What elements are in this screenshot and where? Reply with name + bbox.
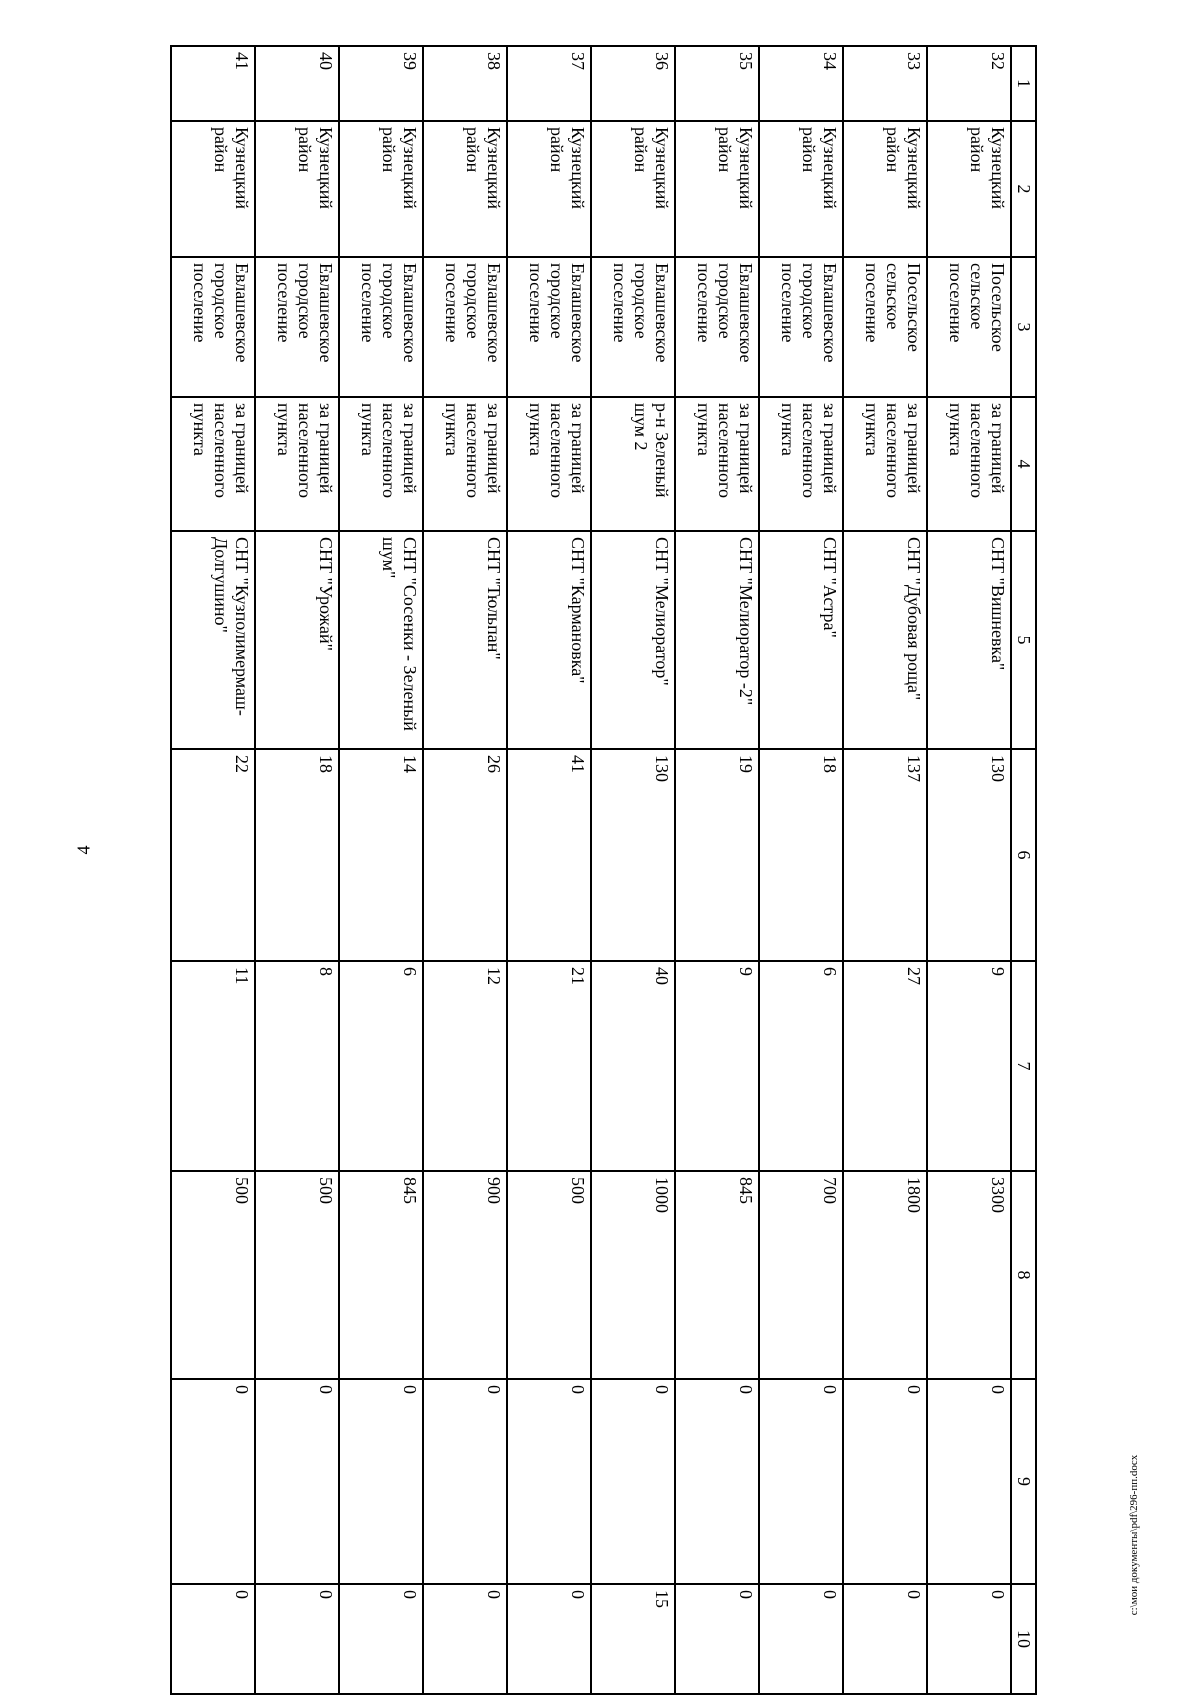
value-cell-7: 11: [171, 961, 255, 1171]
row-number-cell: 36: [591, 46, 675, 121]
value-cell-8: 845: [675, 1171, 759, 1379]
value-cell-8: 500: [255, 1171, 339, 1379]
value-cell-10: 0: [339, 1584, 423, 1694]
value-cell-10: 0: [843, 1584, 927, 1694]
value-cell-9: 0: [591, 1379, 675, 1584]
settlement-cell: Евлашевское городское поселение: [423, 257, 507, 397]
column-header: 1: [1011, 46, 1036, 121]
rotated-page-content: [170, 45, 1037, 1693]
table-row: [171, 46, 255, 1694]
location-cell: за границей населенного пункта: [255, 397, 339, 531]
district-cell: Кузнецкий район: [843, 121, 927, 257]
row-number-cell: 38: [423, 46, 507, 121]
district-cell: Кузнецкий район: [591, 121, 675, 257]
value-cell-8: 500: [171, 1171, 255, 1379]
value-cell-9: 0: [927, 1379, 1011, 1584]
settlement-cell: Посельское сельское поселение: [843, 257, 927, 397]
value-cell-9: 0: [423, 1379, 507, 1584]
value-cell-7: 40: [591, 961, 675, 1171]
settlement-cell: Евлашевское городское поселение: [339, 257, 423, 397]
value-cell-9: 0: [759, 1379, 843, 1584]
column-header: 3: [1011, 257, 1036, 397]
district-cell: Кузнецкий район: [255, 121, 339, 257]
row-number-cell: 34: [759, 46, 843, 121]
value-cell-6: 14: [339, 749, 423, 961]
column-header: 5: [1011, 531, 1036, 749]
settlement-cell: Евлашевское городское поселение: [507, 257, 591, 397]
value-cell-6: 19: [675, 749, 759, 961]
location-cell: р-н Зеленый шум 2: [591, 397, 675, 531]
column-header: 4: [1011, 397, 1036, 531]
value-cell-8: 900: [423, 1171, 507, 1379]
name-cell: СНТ "Урожай": [255, 531, 339, 749]
name-cell: СНТ "Кармановка": [507, 531, 591, 749]
table-row: [507, 46, 591, 1694]
location-cell: за границей населенного пункта: [675, 397, 759, 531]
table-row: [927, 46, 1011, 1694]
value-cell-10: 15: [591, 1584, 675, 1694]
value-cell-8: 500: [507, 1171, 591, 1379]
value-cell-7: 9: [927, 961, 1011, 1171]
value-cell-7: 6: [339, 961, 423, 1171]
row-number-cell: 35: [675, 46, 759, 121]
value-cell-10: 0: [927, 1584, 1011, 1694]
footer-file-path: c:\мои документы\pdf\296-пп.docx: [1128, 1454, 1140, 1616]
value-cell-9: 0: [255, 1379, 339, 1584]
value-cell-8: 1000: [591, 1171, 675, 1379]
location-cell: за границей населенного пункта: [339, 397, 423, 531]
value-cell-7: 9: [675, 961, 759, 1171]
value-cell-7: 27: [843, 961, 927, 1171]
district-cell: Кузнецкий район: [423, 121, 507, 257]
value-cell-9: 0: [171, 1379, 255, 1584]
column-header: 2: [1011, 121, 1036, 257]
value-cell-10: 0: [507, 1584, 591, 1694]
table-row: [423, 46, 507, 1694]
value-cell-8: 845: [339, 1171, 423, 1379]
value-cell-6: 26: [423, 749, 507, 961]
name-cell: СНТ "Мелиоратор -2": [675, 531, 759, 749]
table-header-row: [1011, 46, 1036, 1694]
name-cell: СНТ "Кузполимермаш-Долгушино": [171, 531, 255, 749]
name-cell: СНТ "Сосенки - Зеленый шум": [339, 531, 423, 749]
district-cell: Кузнецкий район: [507, 121, 591, 257]
location-cell: за границей населенного пункта: [423, 397, 507, 531]
value-cell-10: 0: [171, 1584, 255, 1694]
data-table: [170, 45, 1037, 1695]
name-cell: СНТ "Тюльпан": [423, 531, 507, 749]
value-cell-6: 18: [759, 749, 843, 961]
settlement-cell: Евлашевское городское поселение: [171, 257, 255, 397]
value-cell-9: 0: [675, 1379, 759, 1584]
location-cell: за границей населенного пункта: [843, 397, 927, 531]
column-header: 7: [1011, 961, 1036, 1171]
row-number-cell: 32: [927, 46, 1011, 121]
table-row: [675, 46, 759, 1694]
value-cell-10: 0: [423, 1584, 507, 1694]
settlement-cell: Евлашевское городское поселение: [759, 257, 843, 397]
value-cell-9: 0: [843, 1379, 927, 1584]
row-number-cell: 33: [843, 46, 927, 121]
district-cell: Кузнецкий район: [339, 121, 423, 257]
value-cell-8: 3300: [927, 1171, 1011, 1379]
settlement-cell: Евлашевское городское поселение: [675, 257, 759, 397]
column-header: 9: [1011, 1379, 1036, 1584]
value-cell-7: 12: [423, 961, 507, 1171]
location-cell: за границей населенного пункта: [759, 397, 843, 531]
row-number-cell: 37: [507, 46, 591, 121]
value-cell-6: 18: [255, 749, 339, 961]
district-cell: Кузнецкий район: [927, 121, 1011, 257]
value-cell-6: 22: [171, 749, 255, 961]
settlement-cell: Евлашевское городское поселение: [591, 257, 675, 397]
value-cell-7: 8: [255, 961, 339, 1171]
settlement-cell: Посельское сельское поселение: [927, 257, 1011, 397]
table-row: [843, 46, 927, 1694]
table-row: [339, 46, 423, 1694]
value-cell-6: 137: [843, 749, 927, 961]
page-number: 4: [73, 845, 94, 855]
location-cell: за границей населенного пункта: [927, 397, 1011, 531]
value-cell-6: 41: [507, 749, 591, 961]
table-row: [591, 46, 675, 1694]
value-cell-7: 21: [507, 961, 591, 1171]
name-cell: СНТ "Вишневка": [927, 531, 1011, 749]
table-row: [255, 46, 339, 1694]
district-cell: Кузнецкий район: [759, 121, 843, 257]
value-cell-6: 130: [591, 749, 675, 961]
row-number-cell: 39: [339, 46, 423, 121]
name-cell: СНТ "Дубовая роща": [843, 531, 927, 749]
value-cell-7: 6: [759, 961, 843, 1171]
location-cell: за границей населенного пункта: [507, 397, 591, 531]
name-cell: СНТ "Астра": [759, 531, 843, 749]
value-cell-10: 0: [675, 1584, 759, 1694]
column-header: 10: [1011, 1584, 1036, 1694]
value-cell-8: 1800: [843, 1171, 927, 1379]
name-cell: СНТ "Мелиоратор": [591, 531, 675, 749]
district-cell: Кузнецкий район: [675, 121, 759, 257]
district-cell: Кузнецкий район: [171, 121, 255, 257]
value-cell-10: 0: [255, 1584, 339, 1694]
location-cell: за границей населенного пункта: [171, 397, 255, 531]
row-number-cell: 40: [255, 46, 339, 121]
value-cell-6: 130: [927, 749, 1011, 961]
value-cell-10: 0: [759, 1584, 843, 1694]
column-header: 8: [1011, 1171, 1036, 1379]
value-cell-9: 0: [507, 1379, 591, 1584]
value-cell-9: 0: [339, 1379, 423, 1584]
value-cell-8: 700: [759, 1171, 843, 1379]
column-header: 6: [1011, 749, 1036, 961]
settlement-cell: Евлашевское городское поселение: [255, 257, 339, 397]
table-row: [759, 46, 843, 1694]
row-number-cell: 41: [171, 46, 255, 121]
